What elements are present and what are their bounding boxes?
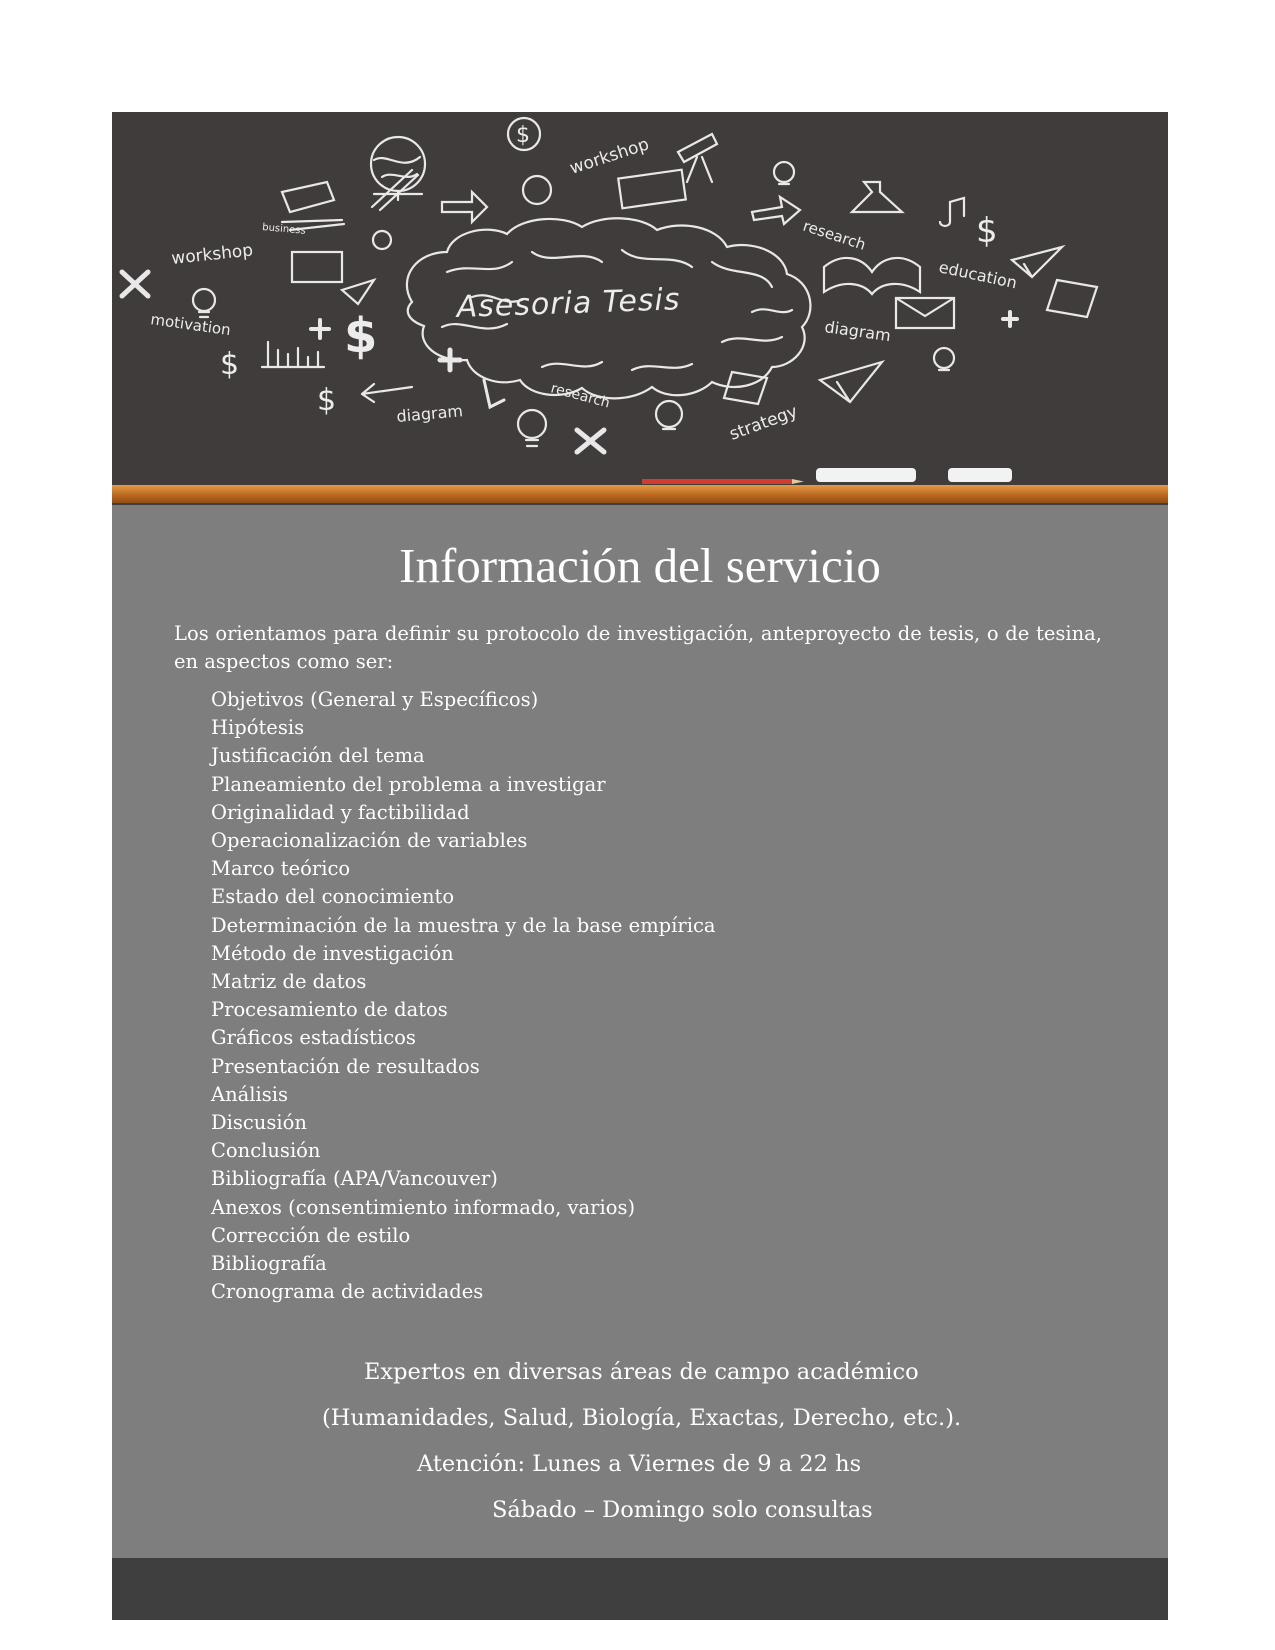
arrow-icon [362, 384, 412, 402]
globe-icon [523, 176, 551, 204]
chalkboard-ledge [112, 485, 1168, 503]
list-item: Marco teórico [211, 857, 351, 881]
list-item: Bibliografía [211, 1252, 327, 1276]
chalk-icon [948, 468, 1012, 482]
chalk-word: business [261, 222, 307, 237]
arrow-icon [442, 192, 487, 222]
chalk-word: motivation [149, 310, 232, 340]
list-item: Discusión [211, 1111, 307, 1135]
pencil-tip [792, 479, 804, 484]
list-item: Gráficos estadísticos [211, 1026, 416, 1050]
flask-icon [852, 182, 902, 212]
dollar-icon [508, 118, 540, 150]
svg-text:$: $ [344, 308, 378, 364]
svg-text:$: $ [976, 211, 998, 251]
page-title: Información del servicio [399, 538, 881, 593]
list-item: Estado del conocimiento [211, 885, 455, 909]
list-item: Presentación de resultados [211, 1054, 480, 1078]
envelope-icon [896, 298, 954, 328]
list-item: Matriz de datos [211, 970, 367, 994]
globe-icon [371, 137, 425, 200]
list-item: Bibliografía (APA/Vancouver) [211, 1167, 498, 1191]
list-item: Determinación de la muestra y de la base empírica [211, 913, 716, 937]
service-list [211, 686, 716, 1306]
list-item: Procesamiento de datos [211, 998, 448, 1022]
list-item: Anexos (consentimiento informado, varios) [211, 1195, 636, 1219]
book-icon [282, 182, 334, 212]
list-item: Cronograma de actividades [211, 1280, 484, 1304]
telescope-icon [678, 134, 717, 182]
list-item: Análisis [211, 1082, 288, 1106]
list-item: Operacionalización de variables [211, 829, 528, 853]
list-item: Conclusión [211, 1139, 321, 1163]
brand-logo-text: Asesoria Tesis [456, 282, 682, 325]
chalk-word: workshop [567, 134, 652, 179]
svg-text:$: $ [516, 123, 530, 148]
chalkboard-banner [112, 112, 1168, 505]
chalk-word: education [937, 257, 1019, 293]
keyboard-icon [618, 170, 686, 209]
chalk-icon [816, 468, 916, 482]
chalk-word: research [548, 380, 612, 412]
list-item: Hipótesis [211, 716, 305, 740]
book-icon [824, 258, 920, 294]
weekend-line: Sábado – Domingo solo consultas [492, 1497, 873, 1523]
experts-line: Expertos en diversas áreas de campo académico [364, 1359, 919, 1385]
intro-paragraph: Los orientamos para definir su protocolo de investigación, anteproyecto de tesis, o de tesina, en aspectos como ser: [174, 622, 1102, 673]
chalkboard-illustration [112, 112, 1168, 505]
arrow-icon [752, 197, 800, 224]
chalk-word: workshop [170, 240, 255, 269]
areas-line: (Humanidades, Salud, Biología, Exactas, Derecho, etc.). [322, 1405, 962, 1431]
monitor-icon [292, 252, 342, 282]
list-item: Corrección de estilo [211, 1223, 411, 1247]
footer-bar [112, 1558, 1168, 1620]
chalk-word: research [800, 216, 869, 254]
list-item: Objetivos (General y Específicos) [211, 688, 539, 711]
list-item: Método de investigación [211, 941, 454, 965]
closing-block [112, 1349, 1168, 1533]
chalk-word: diagram [823, 317, 892, 346]
hours-line: Atención: Lunes a Viernes de 9 a 22 hs [417, 1451, 862, 1477]
plus-icon [311, 312, 1017, 370]
svg-text:$: $ [220, 347, 240, 382]
svg-text:$: $ [317, 383, 337, 418]
list-item: Originalidad y factibilidad [211, 800, 470, 824]
arrow-icon [484, 380, 504, 407]
list-item: Justificación del tema [211, 744, 425, 768]
music-note-icon [940, 198, 964, 226]
chalk-word: strategy [726, 401, 801, 445]
pencil-icon [642, 479, 792, 484]
list-item: Planeamiento del problema a investigar [211, 772, 606, 796]
notebook-icon [1047, 280, 1097, 317]
flyer [112, 112, 1168, 1620]
chalk-word: diagram [395, 401, 464, 426]
bar-chart-icon [262, 342, 324, 367]
